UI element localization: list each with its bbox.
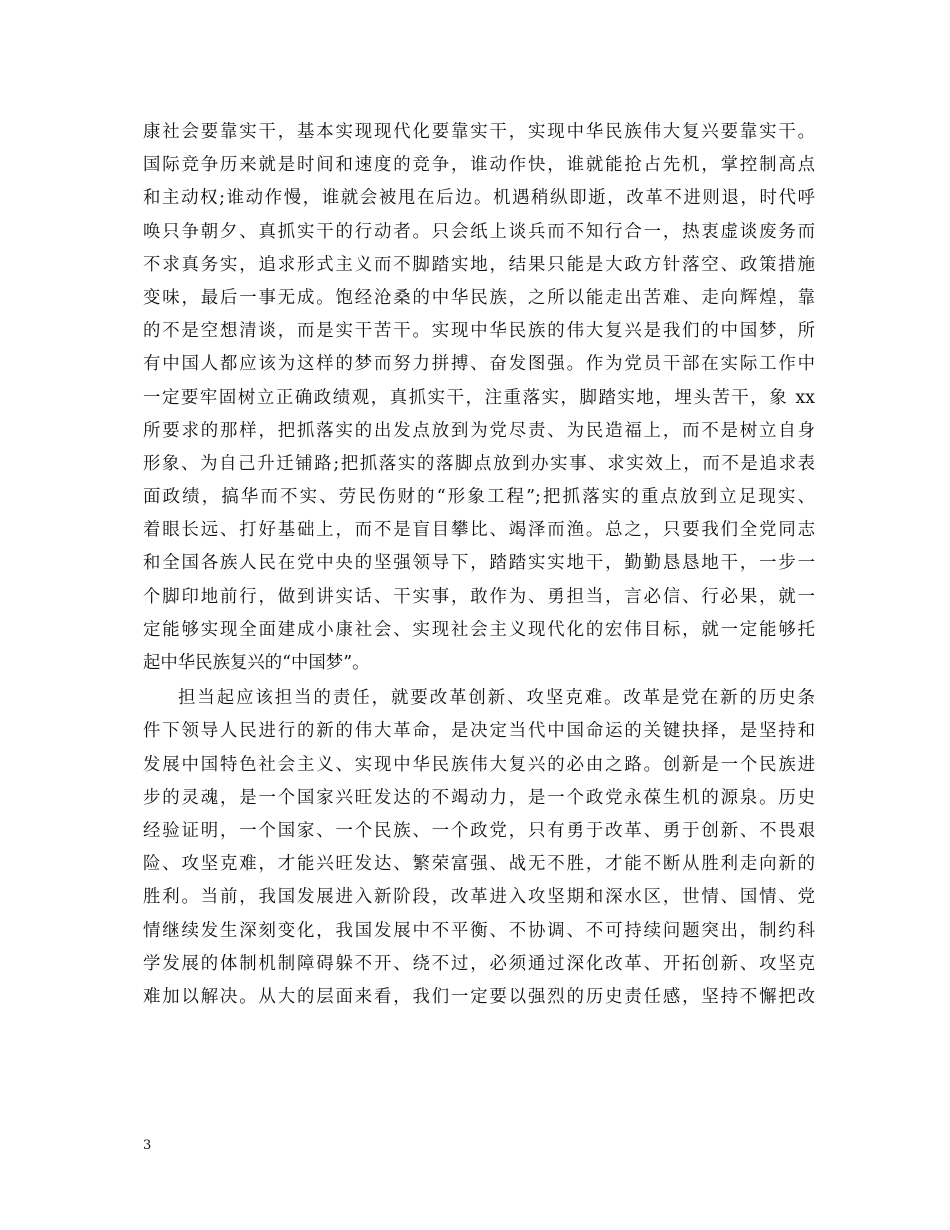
text-line: 形象、为自己升迁铺路;把抓落实的落脚点放到办实事、求实效上，而不是追求表 (143, 453, 815, 474)
text-line: 所要求的那样，把抓落实的出发点放到为党尽责、为民造福上，而不是树立自身 (143, 420, 815, 441)
text-line: 个脚印地前行，做到讲实话、干实事，敢作为、勇担当，言必信、行必果，就一 (143, 586, 815, 607)
text-line: 件下领导人民进行的新的伟大革命，是决定当代中国命运的关键抉择，是坚持和 (143, 721, 815, 742)
text-line: 国际竞争历来就是时间和速度的竞争，谁动作快，谁就能抢占先机，掌控制高点 (143, 155, 815, 176)
text-line: 难加以解决。从大的层面来看，我们一定要以强烈的历史责任感，坚持不懈把改 (143, 986, 815, 1007)
text-line: 和主动权;谁动作慢，谁就会被甩在后边。机遇稍纵即逝，改革不进则退，时代呼 (143, 188, 815, 209)
page-number: 3 (143, 1138, 152, 1153)
text-line: 一定要牢固树立正确政绩观，真抓实干，注重落实，脚踏实地，埋头苦干，象 xx (143, 387, 815, 408)
text-line: 面政绩，搞华而不实、劳民伤财的“形象工程”;把抓落实的重点放到立足现实、 (143, 487, 815, 508)
text-line: 康社会要靠实干，基本实现现代化要靠实干，实现中华民族伟大复兴要靠实干。 (143, 122, 815, 142)
paragraph-first-line: 担当起应该担当的责任，就要改革创新、攻坚克难。改革是党在新的历史条 (178, 688, 815, 709)
text-line: 着眼长远、打好基础上，而不是盲目攀比、竭泽而渔。总之，只要我们全党同志 (143, 520, 815, 541)
text-line: 的不是空想清谈，而是实干苦干。实现中华民族的伟大复兴是我们的中国梦，所 (143, 321, 815, 342)
text-line: 起中华民族复兴的“中国梦”。 (143, 653, 370, 673)
text-line: 情继续发生深刻变化，我国发展中不平衡、不协调、不可持续问题突出，制约科 (143, 920, 815, 941)
text-line: 发展中国特色社会主义、实现中华民族伟大复兴的必由之路。创新是一个民族进 (143, 754, 815, 775)
text-line: 唤只争朝夕、真抓实干的行动者。只会纸上谈兵而不知行合一，热衷虚谈废务而 (143, 221, 815, 242)
text-line: 经验证明，一个国家、一个民族、一个政党，只有勇于改革、勇于创新、不畏艰 (143, 820, 815, 841)
text-line: 不求真务实，追求形式主义而不脚踏实地，结果只能是大政方针落空、政策措施 (143, 254, 815, 275)
document-body (143, 116, 815, 1014)
text-line: 和全国各族人民在党中央的坚强领导下，踏踏实实地干，勤勤恳恳地干，一步一 (143, 553, 815, 574)
text-line: 有中国人都应该为这样的梦而努力拼搏、奋发图强。作为党员干部在实际工作中 (143, 354, 815, 375)
text-line: 险、攻坚克难，才能兴旺发达、繁荣富强、战无不胜，才能不断从胜利走向新的 (143, 854, 815, 875)
text-line: 胜利。当前，我国发展进入新阶段，改革进入攻坚期和深水区，世情、国情、党 (143, 887, 815, 908)
text-line: 学发展的体制机制障碍躲不开、绕不过，必须通过深化改革、开拓创新、攻坚克 (143, 953, 815, 974)
text-line: 定能够实现全面建成小康社会、实现社会主义现代化的宏伟目标，就一定能够托 (143, 619, 815, 640)
text-line: 步的灵魂，是一个国家兴旺发达的不竭动力，是一个政党永葆生机的源泉。历史 (143, 787, 815, 808)
text-line: 变味，最后一事无成。饱经沧桑的中华民族，之所以能走出苦难、走向辉煌，靠 (143, 287, 815, 308)
